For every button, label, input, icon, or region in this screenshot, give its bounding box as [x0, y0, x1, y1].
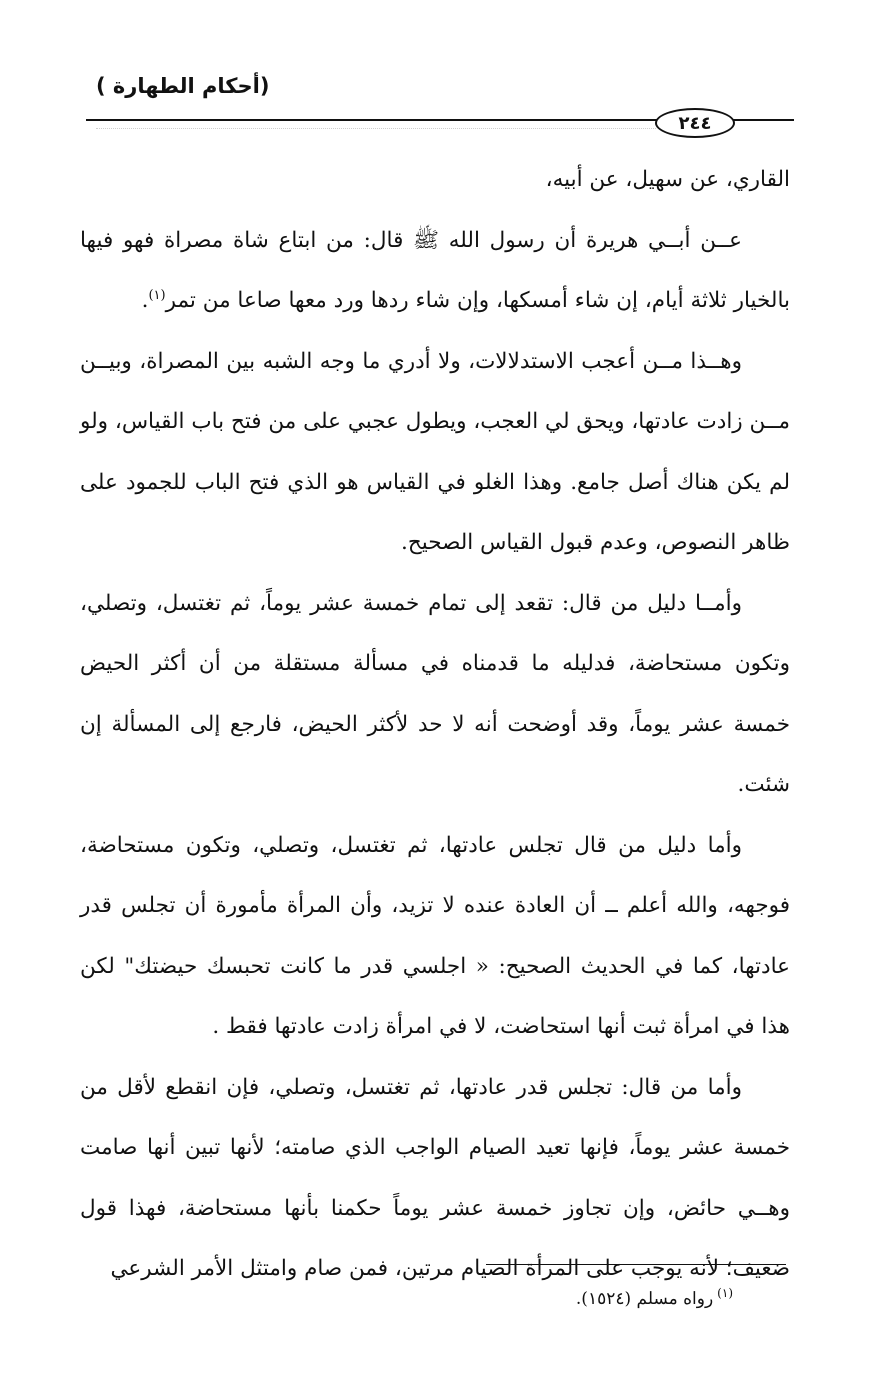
- footnote: [576, 1284, 733, 1314]
- footnote-rule: [486, 1264, 786, 1265]
- running-title: (أحكام الطهارة ): [96, 74, 270, 98]
- paragraph-2-text: عــن أبــي هريرة أن رسول الله ﷺ قال: من ابتاع شاة مصراة فهو فيها بالخيار ثلاثة أيام، إن شاء أمسكها، وإن شاء ردها ورد معها صاعا من تمر: [80, 227, 790, 313]
- paragraph-4: وأمــا دليل من قال: تقعد إلى تمام خمسة عشر يوماً، ثم تغتسل، وتصلي، وتكون مستحاضة، فدليله ما قدمناه في مسألة مستقلة من أن أكثر الحيض خمسة عشر يوماً، وقد أوضحت أنه لا حد لأكثر الحيض، فارجع إلى المسألة إن شئت.: [80, 590, 790, 797]
- paragraph-3: وهــذا مــن أعجب الاستدلالات، ولا أدري ما وجه الشبه بين المصراة، وبيــن مــن زادت عادتها، ويحق لي العجب، ويطول عجبي على من فتح باب القياس، ولو لم يكن هناك أصل جامع. وهذا الغلو في القياس هو الذي فتح الباب للجمود على ظاهر النصوص، وعدم قبول القياس الصحيح.: [80, 348, 790, 555]
- paragraph-1: القاري، عن سهيل، عن أبيه،: [545, 167, 790, 192]
- footnote-text: رواه مسلم (١٥٢٤).: [575, 1289, 714, 1309]
- paragraph-2-end: .: [141, 288, 149, 313]
- paragraph-5: وأما دليل من قال تجلس عادتها، ثم تغتسل، وتصلي، وتكون مستحاضة، فوجهه، والله أعلم ــ أن العادة عنده لا تزيد، وأن المرأة مأمورة أن تجلس قدر عادتها، كما في الحديث الصحيح: « اجلسي قدر ما كانت تحبسك حيضتك" لكن هذا في امرأة ثبت أنها استحاضت، لا في امرأة زادت عادتها فقط .: [80, 832, 790, 1039]
- footnote-number: (١): [717, 1286, 733, 1301]
- paragraph-2: [80, 211, 790, 332]
- body-text: [80, 150, 790, 1300]
- footnote-marker: (١): [148, 287, 166, 303]
- header-rule-faint: [96, 128, 656, 129]
- page-number: ٢٤٤: [655, 108, 735, 138]
- paragraph-6: وأما من قال: تجلس قدر عادتها، ثم تغتسل، وتصلي، فإن انقطع لأقل من خمسة عشر يوماً، فإنها تعيد الصيام الواجب الذي صامته؛ لأنها تبين أنها صامت وهــي حائض، وإن تجاوز خمسة عشر يوماً حكمنا بأنها مستحاضة، فهذا قول ضعيف؛ لأنه يوجب على المرأة الصيام مرتين، فمن صام وامتثل الأمر الشرعي: [80, 1074, 790, 1281]
